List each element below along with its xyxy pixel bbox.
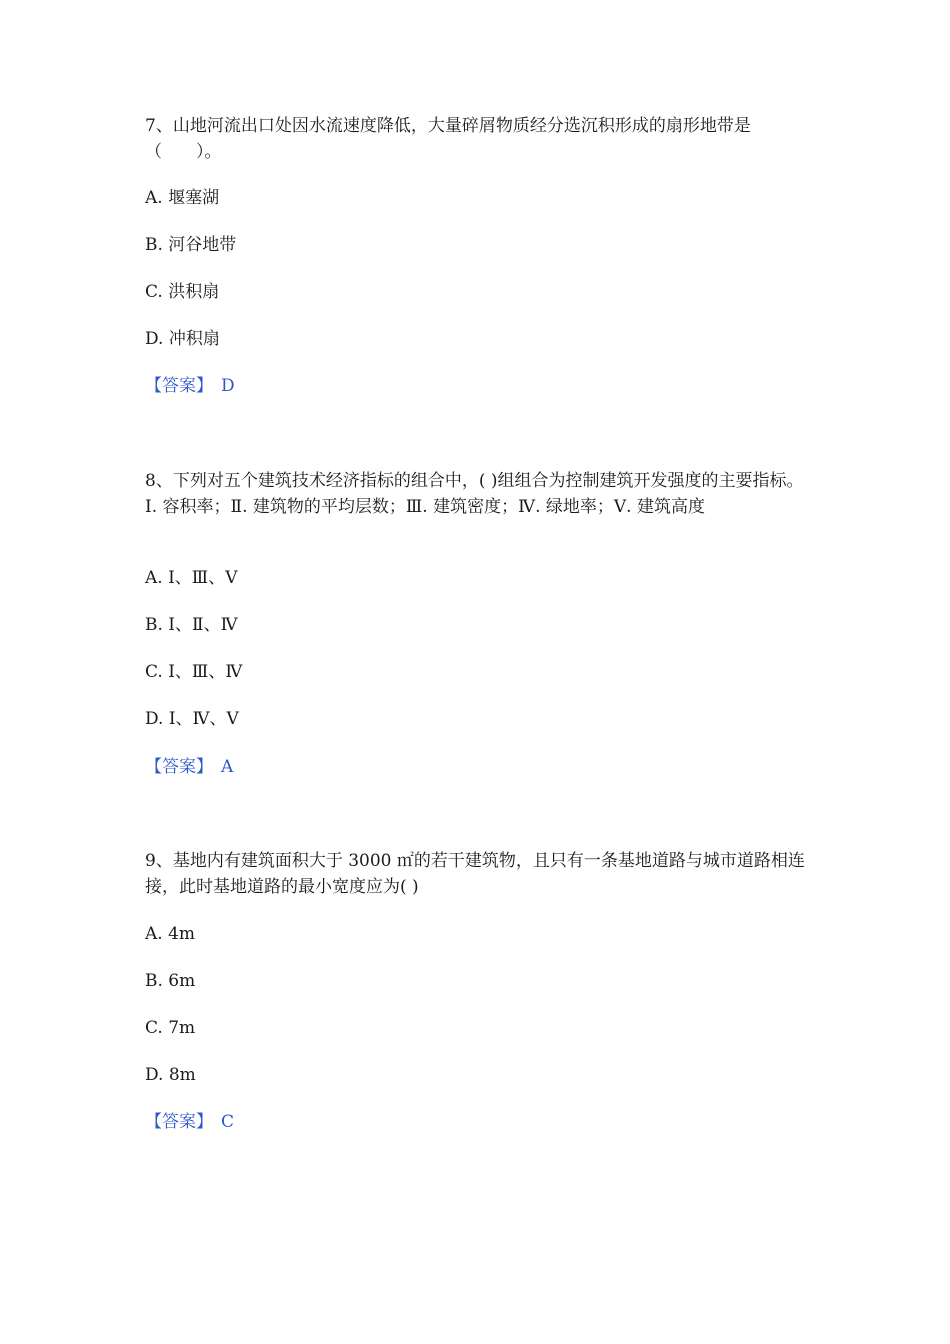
option-d: D. 8m <box>145 1065 196 1085</box>
answer-label: 【答案】 <box>145 1112 213 1132</box>
option-a: A. 4m <box>145 924 196 944</box>
answer-value: A <box>221 757 234 777</box>
question-stem: 7、山地河流出口处因水流速度降低，大量碎屑物质经分选沉积形成的扇形地带是（ ）。 <box>145 116 751 162</box>
option-c: C. Ⅰ、Ⅲ、Ⅳ <box>145 662 243 682</box>
option-d: D. Ⅰ、Ⅳ、Ⅴ <box>145 709 239 729</box>
option-a: A. Ⅰ、Ⅲ、Ⅴ <box>145 568 238 588</box>
question-stem: 9、基地内有建筑面积大于 3000 ㎡的若干建筑物，且只有一条基地道路与城市道路相连接，此时基地道路的最小宽度应为( ) <box>145 851 805 897</box>
option-a: A. 堰塞湖 <box>145 188 220 208</box>
answer-line <box>145 1111 234 1133</box>
question-stem: 8、下列对五个建筑技术经济指标的组合中，( )组组合为控制建筑开发强度的主要指标。Ⅰ. 容积率；Ⅱ. 建筑物的平均层数；Ⅲ. 建筑密度；Ⅳ. 绿地率；Ⅴ. 建筑高度 <box>145 471 804 517</box>
option-c: C. 7m <box>145 1018 196 1038</box>
answer-label: 【答案】 <box>145 376 213 396</box>
question-7 <box>145 113 810 396</box>
option-d: D. 冲积扇 <box>145 329 220 349</box>
question-9 <box>145 848 810 1132</box>
answer-line <box>145 375 235 397</box>
answer-line <box>145 756 233 778</box>
option-b: B. 河谷地带 <box>145 235 237 255</box>
question-8 <box>145 468 810 777</box>
answer-value: C <box>221 1112 235 1132</box>
option-c: C. 洪积扇 <box>145 282 220 302</box>
answer-value: D <box>221 376 235 396</box>
answer-label: 【答案】 <box>145 757 213 777</box>
option-b: B. 6m <box>145 971 196 991</box>
option-b: B. Ⅰ、Ⅱ、Ⅳ <box>145 615 238 635</box>
